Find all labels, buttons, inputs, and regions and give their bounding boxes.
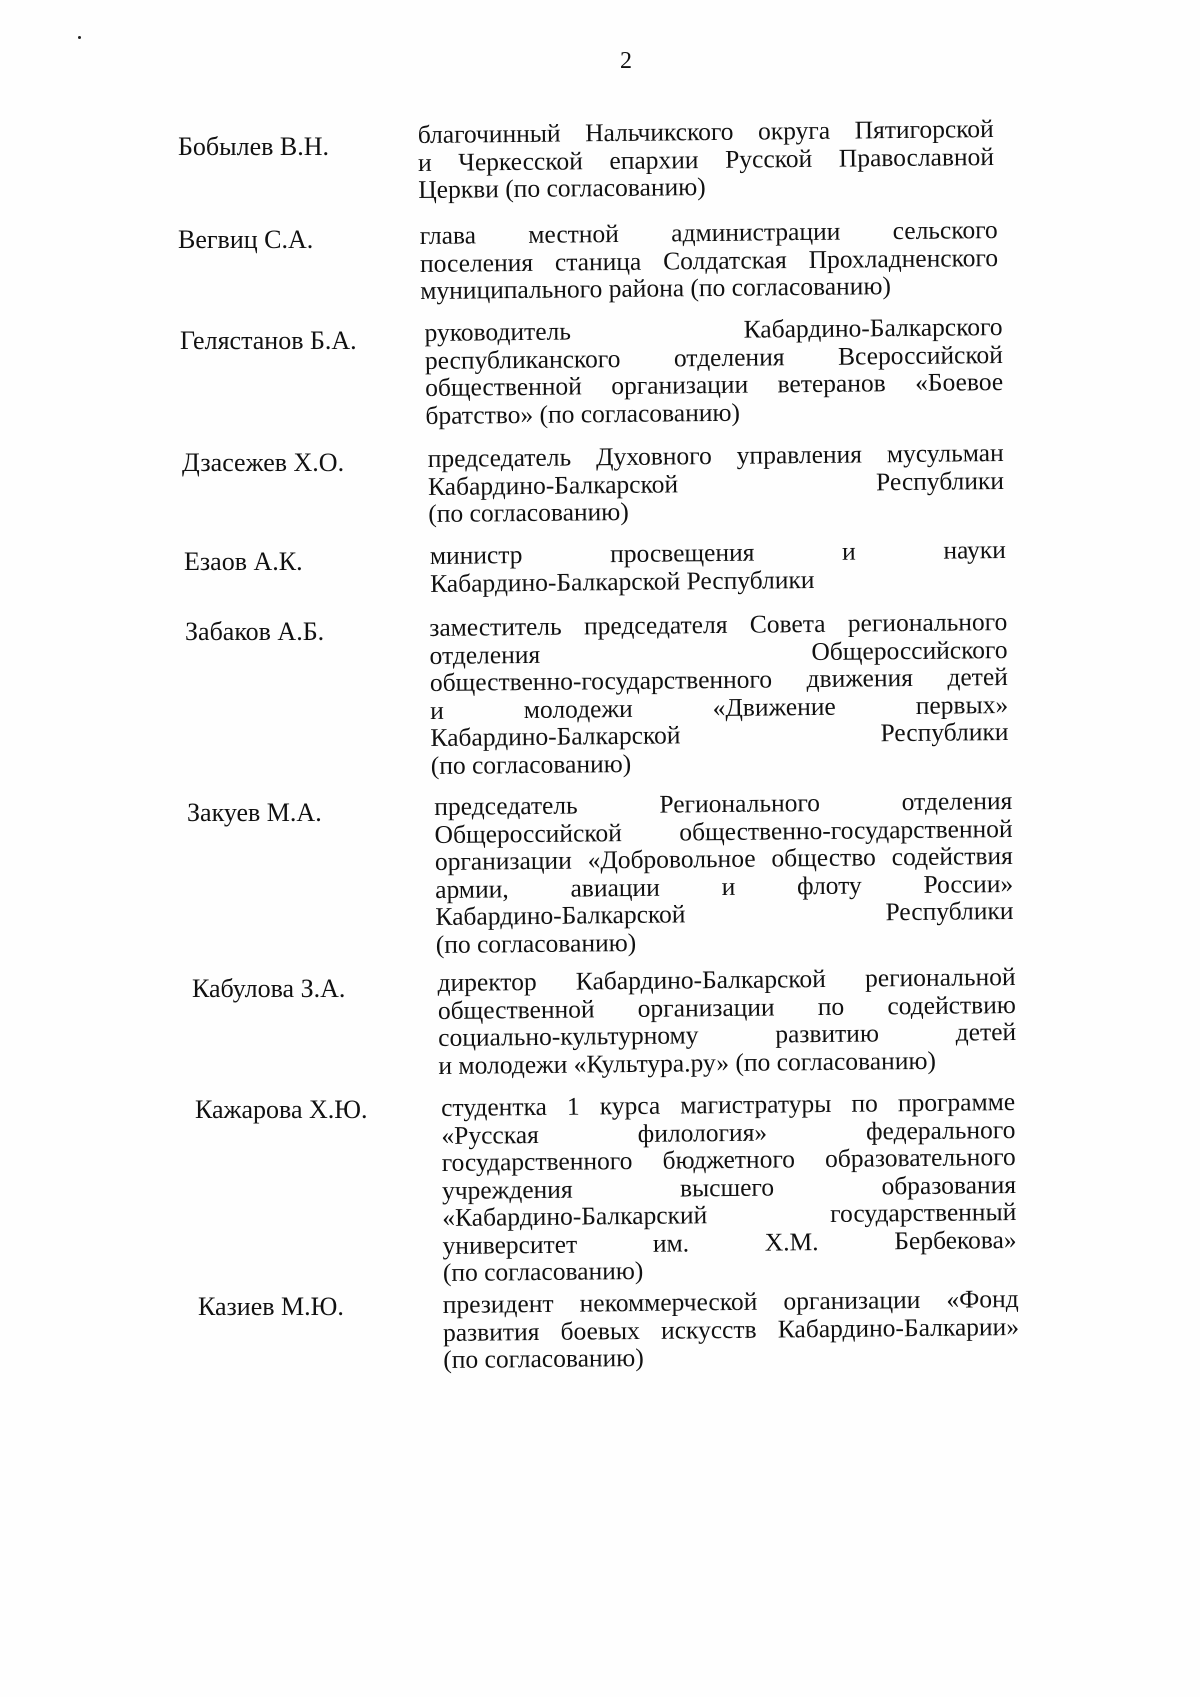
description-line: муниципального района (по согласованию) (420, 271, 892, 306)
description-line: директор Кабардино-Балкарской региональной (437, 961, 1016, 998)
member-name: Кабулова З.А. (192, 974, 346, 1003)
description-line: учреждения высшего образования (441, 1169, 1017, 1205)
description-line: студентка 1 курса магистратуры по программе (440, 1086, 1016, 1123)
description-line: Кабардино-Балкарской Республики (430, 716, 1009, 753)
description-line: армии, авиации и флоту России» (435, 868, 1014, 904)
description-line: Кабардино-Балкарской Республики (427, 465, 1005, 501)
member-description (418, 115, 995, 204)
description-line: социально-культурному развитию детей (438, 1016, 1017, 1053)
description-line: Кабардино-Балкарской Республики (435, 895, 1014, 932)
description-line: благочинный Нальчикского округа Пятигорской (417, 113, 994, 150)
member-name: Гелястанов Б.А. (180, 326, 357, 355)
member-name: Закуев М.А. (187, 798, 322, 827)
scan-speck (78, 36, 81, 39)
description-line: Кабардино-Балкарской Республики (430, 564, 815, 598)
description-line: и Черкесской епархии Русской Православной (417, 141, 995, 177)
member-description (430, 536, 1007, 597)
member-description (441, 1088, 1017, 1287)
description-line: республиканского отделения Всероссийской (424, 339, 1003, 375)
member-description (429, 608, 1009, 779)
member-name: Кажарова Х.Ю. (195, 1095, 368, 1124)
member-name: Бобылев В.Н. (178, 132, 330, 161)
description-line: организации «Добровольное общество содействия (434, 840, 1013, 877)
description-line: президент некоммерческой организации «Фонд (442, 1283, 1019, 1320)
description-line: Церкви (по согласованию) (418, 172, 706, 205)
member-name: Забаков А.Б. (185, 617, 325, 646)
description-line: братство» (по согласованию) (425, 397, 741, 430)
description-line: общественной организации по содействию (437, 989, 1016, 1025)
description-line: (по согласованию) (430, 748, 632, 780)
description-line: и молодежи «Культура.ру» (по согласованию) (438, 1045, 937, 1080)
description-line: министр просвещения и науки (429, 534, 1006, 571)
description-line: и молодежи «Движение первых» (430, 689, 1009, 725)
member-name: Дзасежев Х.О. (182, 448, 345, 477)
member-description (420, 216, 999, 305)
description-line: «Кабардино-Балкарский государственный (442, 1196, 1017, 1233)
description-line: председатель Духовного управления мусульман (427, 437, 1004, 474)
member-description (437, 963, 1016, 1079)
description-line: глава местной администрации сельского (419, 214, 998, 251)
description-line: общественно-государственного движения детей (429, 661, 1008, 698)
member-description (424, 313, 1003, 429)
description-line: руководитель Кабардино-Балкарского (424, 311, 1003, 348)
member-description (428, 439, 1005, 528)
description-line: (по согласованию) (428, 496, 629, 529)
description-line: (по согласованию) (435, 927, 637, 959)
member-name: Вегвиц С.А. (178, 225, 314, 254)
description-line: развития боевых искусств Кабардино-Балкарии» (442, 1311, 1020, 1347)
member-description (443, 1285, 1020, 1374)
description-line: (по согласованию) (443, 1342, 644, 1375)
description-line: университет им. Х.М. Бербекова» (442, 1224, 1017, 1260)
description-line: «Русская филология» федерального (441, 1114, 1016, 1150)
description-line: отделения Общероссийского (429, 634, 1008, 670)
description-line: заместитель председателя Совета регионального (429, 606, 1008, 643)
page-number: 2 (620, 48, 632, 74)
description-line: общественной организации ветеранов «Боевое (425, 366, 1004, 403)
member-description (434, 787, 1014, 958)
description-line: поселения станица Солдатская Прохладненского (419, 242, 999, 278)
description-line: Общероссийской общественно-государственной (434, 813, 1013, 849)
member-name: Езаов А.К. (184, 547, 303, 576)
description-line: (по согласованию) (442, 1255, 644, 1288)
description-line: председатель Регионального отделения (434, 785, 1013, 822)
member-name: Казиев М.Ю. (198, 1292, 344, 1321)
description-line: государственного бюджетного образовательного (441, 1141, 1016, 1178)
